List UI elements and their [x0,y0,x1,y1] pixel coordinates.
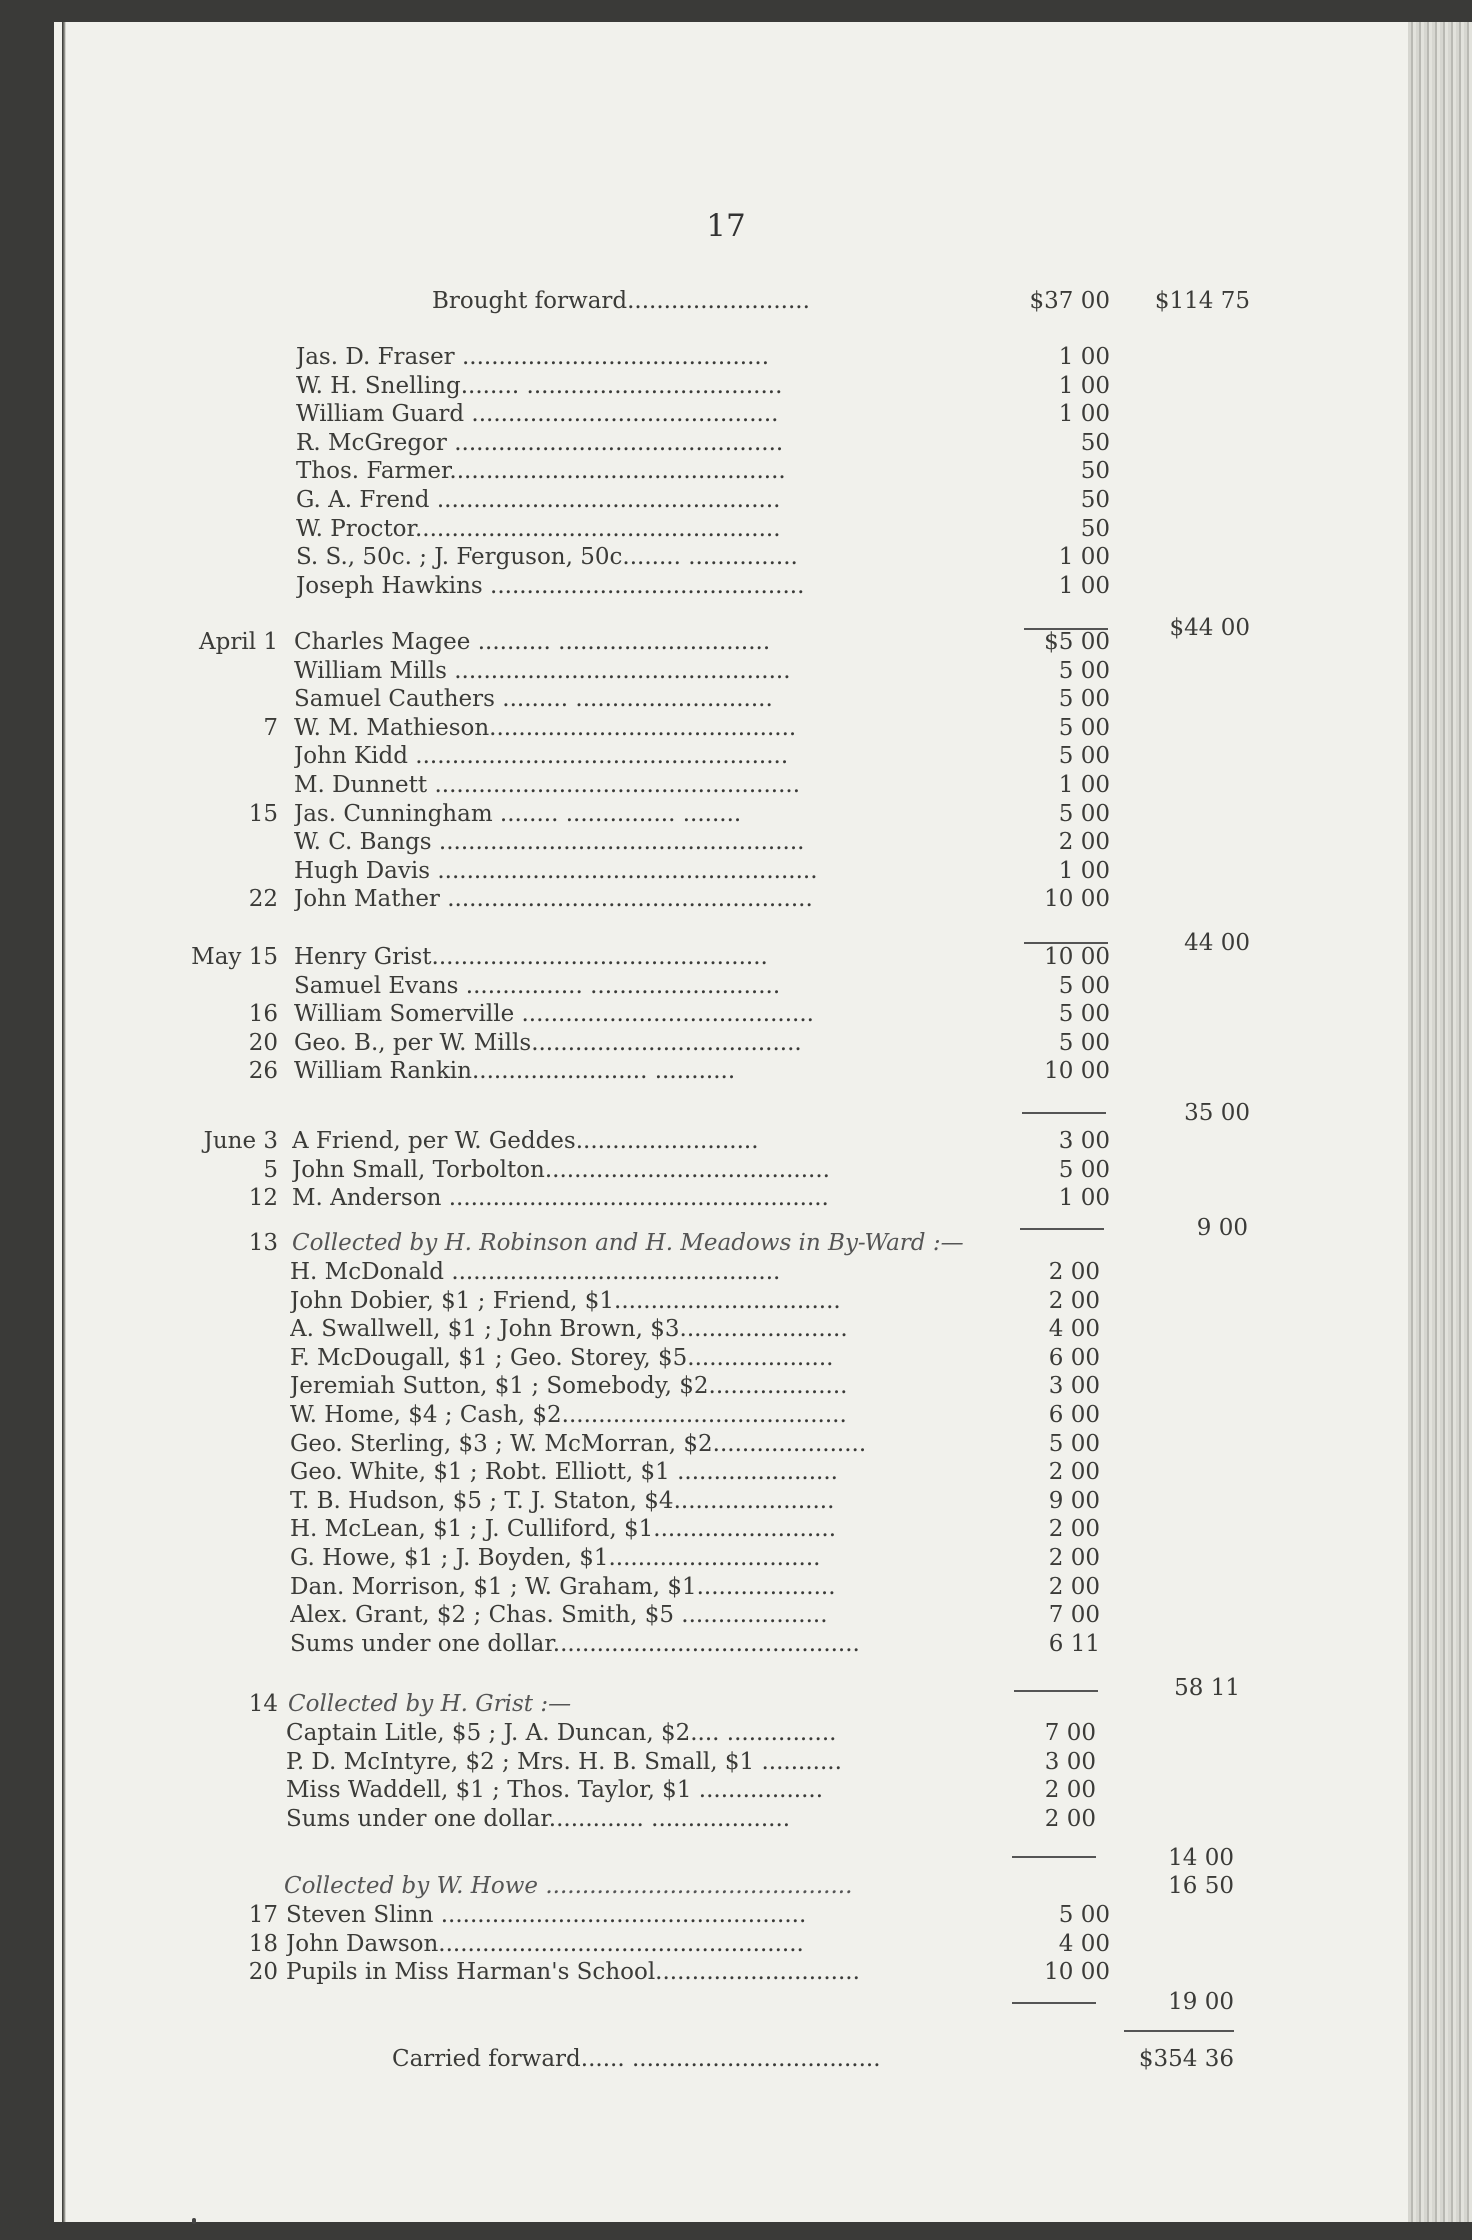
donor-name: Jeremiah Sutton, $1 ; Somebody, $2................... [290,1373,848,1400]
donor-name: Sums under one dollar............. ................... [286,1805,791,1832]
ledger-row [0,372,1472,400]
entry-date: 17 [248,1902,278,1928]
donor-name: Jas. D. Fraser .......................................... [296,344,770,370]
print-speck [192,2218,196,2224]
donor-name: Henry Grist.............................................. [294,944,768,970]
donation-amount: 1 00 [1058,572,1110,599]
donation-amount: 5 00 [1058,1156,1110,1183]
ledger-row [0,1156,1472,1184]
entry-date: 7 [263,714,278,741]
donor-name: John Dobier, $1 ; Friend, $1............................... [290,1287,841,1314]
entry-date: April 1 [199,629,278,655]
donation-amount: 50 [1080,487,1110,513]
entry-date: 16 [248,1001,278,1028]
donation-amount: 5 00 [1058,686,1110,713]
donor-name: H. McLean, $1 ; J. Culliford, $1......................... [290,1516,837,1543]
ledger-row [0,800,1472,828]
ledger-row [0,1805,1472,1833]
donation-amount: 2 00 [1058,829,1110,856]
ledger-row [0,1287,1472,1315]
donation-amount: 2 00 [1048,1459,1100,1486]
donation-amount: 50 [1080,515,1110,542]
donation-amount: 5 00 [1058,657,1110,684]
donation-amount: 5 00 [1058,1001,1110,1028]
donation-amount: 5 00 [1048,1430,1100,1457]
donation-amount: 5 00 [1058,714,1110,741]
section-total: 9 00 [1196,1215,1248,1241]
donor-name: Pupils in Miss Harman's School............................ [286,1959,860,1986]
donor-name: Sums under one dollar.......................................... [290,1630,860,1657]
donation-amount: 2 00 [1048,1545,1100,1571]
donation-amount: 9 00 [1048,1487,1100,1514]
donor-name: F. McDougall, $1 ; Geo. Storey, $5.................... [290,1344,834,1371]
donation-amount: 5 00 [1058,972,1110,999]
section-total: $44 00 [1169,615,1250,641]
section-total: 35 00 [1184,1100,1250,1126]
ledger-row [0,828,1472,856]
donor-name: Alex. Grant, $2 ; Chas. Smith, $5 .................... [290,1602,828,1629]
brought-forward-amount: $37 00 [1029,288,1110,314]
donation-amount: 6 00 [1048,1402,1100,1428]
entry-date: May 15 [191,944,278,970]
donation-amount: 7 00 [1044,1720,1096,1746]
donation-amount: 2 00 [1048,1516,1100,1543]
donation-amount: 5 00 [1058,1902,1110,1928]
donor-name: Thos. Farmer.............................................. [296,458,786,485]
donation-amount: 50 [1080,429,1110,456]
ledger-row [0,1690,1472,1718]
section-total: 58 11 [1174,1675,1240,1701]
donor-name: A Friend, per W. Geddes......................... [292,1128,759,1154]
donation-amount: 5 00 [1058,743,1110,770]
entry-date: 20 [248,1029,278,1056]
ledger-row [0,1099,1472,1127]
ledger-row [0,771,1472,799]
ledger-row [0,1776,1472,1804]
donation-amount: 5 00 [1058,800,1110,827]
donor-name: Steven Slinn .................................................. [286,1902,807,1928]
ledger-row [0,1029,1472,1057]
ledger-row [0,1601,1472,1629]
donation-amount: 1 00 [1058,772,1110,798]
donation-amount: 1 00 [1058,1185,1110,1212]
entry-date: 20 [248,1959,278,1986]
donor-name: John Mather .................................................. [294,886,813,913]
donation-amount: 10 00 [1044,1959,1110,1986]
donation-amount: 3 00 [1048,1373,1100,1400]
collection-heading: Collected by W. Howe .......................................... [284,1873,853,1899]
ledger-row [0,1458,1472,1486]
donation-amount: 4 00 [1048,1316,1100,1343]
entry-date: 15 [248,800,278,827]
donation-amount: 1 00 [1058,401,1110,428]
donation-amount: 2 00 [1044,1777,1096,1804]
ledger-row [0,685,1472,713]
donor-name: Geo. Sterling, $3 ; W. McMorran, $2..................... [290,1430,867,1457]
donation-amount: 10 00 [1044,886,1110,913]
section-total: 19 00 [1168,1989,1234,2015]
donation-amount: 1 00 [1058,544,1110,571]
donation-amount: 2 00 [1048,1287,1100,1314]
donor-name: William Somerville ........................................ [294,1001,814,1028]
entry-date: 12 [248,1185,278,1212]
ledger-row [0,1930,1472,1958]
ledger-row [0,1988,1472,2016]
donor-name: G. A. Frend ............................................... [296,487,781,513]
donor-name: Hugh Davis .................................................... [294,857,818,884]
donor-name: Geo. White, $1 ; Robt. Elliott, $1 ...................... [290,1459,838,1486]
grand-total-rule [1124,2030,1234,2032]
donor-name: S. S., 50c. ; J. Ferguson, 50c........ ............... [296,544,798,571]
donor-name: Joseph Hawkins ........................................... [296,572,805,599]
donation-amount: 6 00 [1048,1344,1100,1371]
donor-name: John Kidd ................................................... [294,743,789,770]
donor-name: W. M. Mathieson.......................................... [294,714,797,741]
ledger-row [0,1127,1472,1155]
ledger-row [0,1184,1472,1212]
collection-heading: Collected by H. Robinson and H. Meadows in By-Ward :— [292,1230,964,1256]
ledger-row [0,343,1472,371]
ledger-row [0,857,1472,885]
donation-amount: 2 00 [1048,1573,1100,1600]
donation-amount: 3 00 [1044,1748,1096,1775]
donation-amount: 1 00 [1058,857,1110,884]
donor-name: W. Proctor.................................................. [296,515,781,542]
ledger-row [0,543,1472,571]
donation-amount: 10 00 [1044,1058,1110,1085]
ledger-row [0,1719,1472,1747]
ledger-row [0,714,1472,742]
donation-amount: $5 00 [1044,629,1110,655]
ledger-row [0,572,1472,600]
entry-date: 18 [248,1930,278,1957]
donor-name: H. McDonald ............................................. [290,1259,781,1285]
donor-name: John Small, Torbolton....................................... [292,1156,830,1183]
donor-name: Jas. Cunningham ........ ............... ........ [294,800,742,827]
ledger-row [0,1515,1472,1543]
donor-name: Geo. B., per W. Mills..................................... [294,1029,802,1056]
ledger-row [0,515,1472,543]
ledger-row [0,1958,1472,1986]
donor-name: R. McGregor ............................................. [296,429,784,456]
ledger-row [0,1401,1472,1429]
carried-forward-total: $354 36 [1138,2046,1234,2072]
donor-name: W. C. Bangs .................................................. [294,829,805,856]
entry-date: 22 [248,886,278,913]
donor-name: W. Home, $4 ; Cash, $2....................................... [290,1402,847,1428]
donor-name: W. H. Snelling........ ................................... [296,372,783,399]
donor-name: Captain Litle, $5 ; J. A. Duncan, $2.... ............... [286,1720,837,1746]
donor-name: Dan. Morrison, $1 ; W. Graham, $1................... [290,1573,836,1600]
donor-name: M. Anderson .................................................... [292,1185,829,1212]
donation-amount: 2 00 [1048,1259,1100,1285]
donation-amount: 50 [1080,458,1110,485]
ledger-row [0,1372,1472,1400]
ledger-row [0,2045,1472,2073]
ledger-row [0,1057,1472,1085]
entry-date: June 3 [203,1128,278,1154]
ledger-row [0,1430,1472,1458]
ledger-row [0,1573,1472,1601]
collection-heading: Collected by H. Grist :— [288,1691,572,1717]
brought-forward-total: $114 75 [1154,288,1250,314]
ledger-row [0,742,1472,770]
ledger-row [0,1315,1472,1343]
section-total: 44 00 [1184,930,1250,956]
ledger-row [0,1872,1472,1900]
entry-date: 13 [248,1230,278,1256]
donation-amount: 3 00 [1058,1128,1110,1154]
donor-name: G. Howe, $1 ; J. Boyden, $1............................. [290,1545,821,1571]
ledger-row [0,1229,1472,1257]
ledger-row [0,657,1472,685]
donation-amount: 1 00 [1058,372,1110,399]
ledger-row [0,457,1472,485]
donor-name: Samuel Evans ................ .......................... [294,972,781,999]
entry-date: 26 [248,1058,278,1085]
donation-amount: 5 00 [1058,1029,1110,1056]
ledger-row [0,1630,1472,1658]
ledger-row [0,943,1472,971]
page-number: 17 [706,208,746,244]
donation-amount: 10 00 [1044,944,1110,970]
ledger-row [0,486,1472,514]
donation-amount: 4 00 [1058,1930,1110,1957]
entry-date: 14 [248,1691,278,1717]
donor-name: Charles Magee .......... ............................. [294,629,771,655]
donor-name: William Guard .......................................... [296,401,779,428]
donor-name: P. D. McIntyre, $2 ; Mrs. H. B. Small, $1 ........... [286,1748,842,1775]
donation-amount: 2 00 [1044,1805,1096,1832]
ledger-row [0,1344,1472,1372]
ledger-row [0,1748,1472,1776]
donor-name: T. B. Hudson, $5 ; T. J. Staton, $4...................... [290,1487,835,1514]
ledger-row [0,885,1472,913]
donor-name: Miss Waddell, $1 ; Thos. Taylor, $1 ................. [286,1777,824,1804]
ledger-row [0,1487,1472,1515]
donation-amount: 7 00 [1048,1602,1100,1629]
ledger-row [0,1258,1472,1286]
donor-name: M. Dunnett .................................................. [294,772,801,798]
ledger-row [0,1544,1472,1572]
section-total: 16 50 [1168,1873,1234,1899]
section-total: 14 00 [1168,1845,1234,1871]
brought-forward-label: Brought forward......................... [432,288,810,314]
ledger-row [0,400,1472,428]
donor-name: A. Swallwell, $1 ; John Brown, $3....................... [290,1316,848,1343]
donation-amount: 1 00 [1058,344,1110,370]
donor-name: William Rankin........................ ........... [294,1058,736,1085]
donor-name: Samuel Cauthers ......... ........................... [294,686,773,713]
ledger-row [0,972,1472,1000]
ledger-row [0,628,1472,656]
entry-date: 5 [263,1156,278,1183]
ledger-row [0,287,1472,315]
ledger-row [0,429,1472,457]
ledger-row [0,1844,1472,1872]
ledger-row [0,1000,1472,1028]
donor-name: John Dawson.................................................. [286,1930,804,1957]
ledger-row [0,1901,1472,1929]
carried-forward-label: Carried forward...... .................................. [392,2046,881,2072]
donation-amount: 6 11 [1048,1630,1100,1657]
donor-name: William Mills .............................................. [294,657,791,684]
